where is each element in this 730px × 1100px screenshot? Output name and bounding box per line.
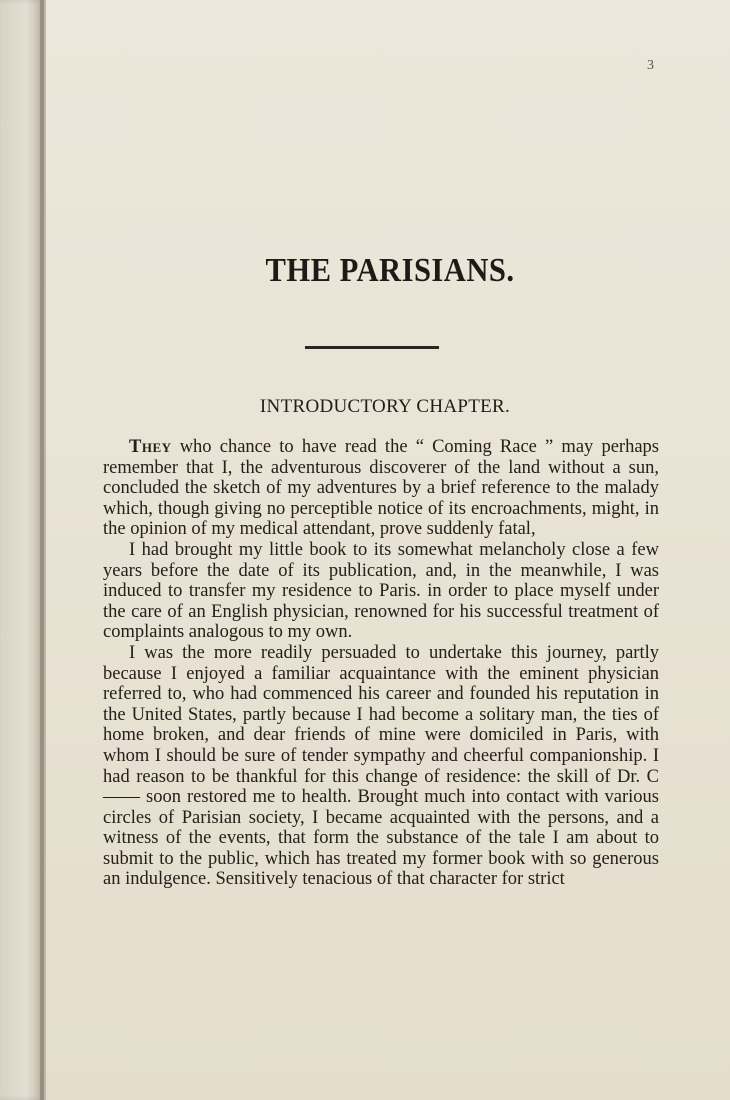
- paragraph-text: I was the more readily persuaded to undertake this journey, partly because I enjoyed a familiar acquaintance with the eminent physician referred to, who had commenced his career and founded his reputation in the United States, partly because I had become a solitary man, the ties of home broken, and dear friends of mine were domiciled in Paris, with whom I should be sure of tender sympathy and cheerful companionship. I had reason to be thankful for this change of residence: the skill of Dr. C—— soon restored me to health. Brought much into contact with various circles of Parisian society, I became acquainted with the persons, and a witness of the events, that form the substance of the tale I am about to submit to the public, which has treated my former book with so generous an indulgence. Sensitively tenacious of that character for strict: [103, 642, 659, 890]
- page-number: 3: [647, 58, 654, 73]
- title-rule: [305, 346, 439, 349]
- chapter-body: [103, 437, 659, 890]
- chapter-heading: INTRODUCTORY CHAPTER.: [259, 396, 511, 417]
- facing-page-edge: [0, 0, 44, 1100]
- book-title: THE PARISIANS.: [265, 252, 515, 289]
- paragraph-lead-word: They: [129, 437, 172, 457]
- paragraph-text: I had brought my little book to its somewhat melancholy close a few years before the date of its publication, and, in the meanwhile, I was induced to transfer my residence to Paris. in order to place myself under the care of an English physician, renowned for his successful treatment of complaints analogous to my own.: [103, 539, 659, 643]
- paragraph: [103, 437, 659, 540]
- paragraph: [103, 643, 659, 890]
- paragraph-text: who chance to have read the “ Coming Race ” may perhaps remember that I, the adventurous discoverer of the land without a sun, concluded the sketch of my adventures by a brief reference to the malady which, though giving no perceptible notice of its encroachments, might, in the opinion of my medical attendant, prove suddenly fatal,: [103, 437, 659, 540]
- paragraph: [103, 540, 659, 643]
